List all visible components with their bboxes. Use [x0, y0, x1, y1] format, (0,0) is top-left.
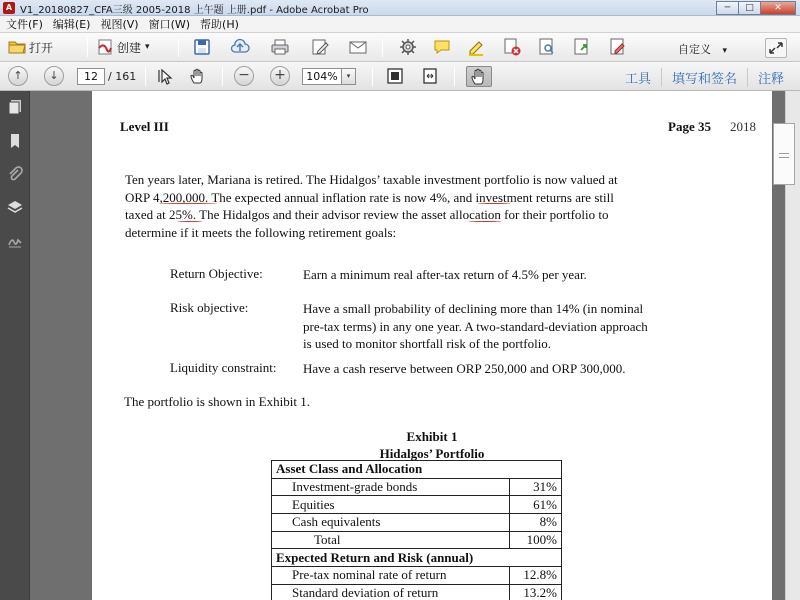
next-page-button[interactable]: ↓: [44, 66, 64, 86]
table-row: [272, 496, 562, 514]
fit-width-icon[interactable]: [420, 66, 440, 86]
review-page-icon[interactable]: [537, 37, 557, 57]
table-row: [272, 531, 562, 549]
fill-sign-link[interactable]: 填写和签名: [661, 68, 747, 87]
table-section-row: [272, 461, 562, 479]
page-header-number: Page 35: [668, 119, 711, 134]
page-header-level: Level III: [120, 119, 169, 134]
main-toolbar: [0, 33, 800, 62]
toolbar-separator: [145, 67, 146, 86]
attachments-icon[interactable]: [7, 166, 23, 182]
annotation-mark: [477, 201, 511, 204]
open-label: 打开: [29, 40, 54, 55]
menu-window[interactable]: 窗口(W): [148, 18, 191, 31]
signatures-icon[interactable]: [7, 233, 23, 249]
comment-icon[interactable]: [432, 37, 452, 57]
open-button[interactable]: [8, 36, 53, 58]
menu-edit[interactable]: 编辑(E): [52, 18, 91, 31]
portfolio-table: [271, 460, 562, 600]
toolbar-separator: [382, 38, 383, 57]
zoom-level-input[interactable]: 104%: [302, 68, 342, 85]
create-pdf-icon: [96, 39, 114, 55]
task-pane-links: [615, 67, 794, 87]
pdf-page: [92, 91, 772, 600]
navigation-pane: [0, 91, 30, 600]
text-line: determine if it meets the following retirement goals:: [125, 224, 397, 240]
tools-link[interactable]: 工具: [624, 71, 651, 87]
menu-view[interactable]: 视图(V): [100, 18, 139, 31]
full-screen-button[interactable]: [765, 38, 787, 58]
table-cell-label: Investment-grade bonds: [272, 478, 510, 496]
table-section-header: Asset Class and Allocation: [272, 461, 562, 479]
table-cell-value: 12.8%: [510, 567, 562, 585]
email-icon[interactable]: [348, 37, 368, 57]
create-label: 创建: [117, 40, 142, 55]
select-cursor-icon[interactable]: [156, 66, 176, 86]
comment-link[interactable]: 注释: [747, 68, 794, 87]
layers-icon[interactable]: [7, 199, 23, 215]
table-cell-value: 8%: [510, 514, 562, 532]
scrollbar-thumb[interactable]: [773, 123, 795, 185]
table-cell-value: 100%: [510, 531, 562, 549]
text-line: Ten years later, Mariana is retired. The Hidalgos’ taxable investment portfolio is now valued at: [125, 172, 618, 187]
table-cell-label: Pre-tax nominal rate of return: [272, 567, 510, 585]
create-dropdown-arrow[interactable]: ▾: [145, 42, 150, 52]
page-header-year: 2018: [730, 119, 756, 134]
customize-menu[interactable]: [678, 41, 727, 57]
window-controls: [716, 1, 796, 15]
touch-mode-button[interactable]: [466, 66, 492, 87]
toolbar-separator: [222, 67, 223, 86]
annotation-mark: [158, 201, 218, 204]
title-bar: [0, 0, 800, 16]
text-line: ORP 4,200,000. The expected annual inflation rate is now 4%, and investment returns are still: [125, 189, 614, 205]
toolbar-separator: [372, 67, 373, 86]
exhibit-reference-text: The portfolio is shown in Exhibit 1.: [124, 394, 310, 409]
menu-bar: [0, 16, 800, 33]
annotation-mark: [468, 219, 502, 222]
intro-paragraph: [125, 171, 715, 241]
document-view[interactable]: [30, 91, 785, 600]
expand-icon: [766, 39, 786, 57]
toolbar-separator: [454, 67, 455, 86]
goal-text-return: [303, 266, 723, 284]
menu-help[interactable]: 帮助(H): [200, 18, 239, 31]
customize-dropdown-arrow: ▾: [722, 46, 728, 56]
goal-label-risk: Risk objective:: [170, 300, 249, 315]
zoom-out-button[interactable]: −: [234, 66, 254, 86]
text-line: taxed at 25%. The Hidalgos and their advisor review the asset allocation for their portfolio to: [125, 207, 609, 222]
table-cell-label: Total: [272, 531, 510, 549]
annotation-mark: [177, 219, 203, 222]
menu-file[interactable]: 文件(F): [6, 18, 43, 31]
highlight-icon[interactable]: [466, 37, 486, 57]
save-icon[interactable]: [192, 37, 212, 57]
fit-page-icon[interactable]: [385, 66, 405, 86]
maximize-button[interactable]: □: [738, 1, 760, 15]
goal-label-return: Return Objective:: [170, 266, 263, 281]
exhibit-title: Exhibit 1: [406, 429, 458, 444]
touch-hand-icon: [467, 67, 491, 86]
exhibit-subtitle: Hidalgos’ Portfolio: [379, 446, 485, 461]
bookmarks-icon[interactable]: [7, 133, 23, 149]
zoom-dropdown-arrow[interactable]: ▾: [342, 68, 356, 85]
delete-page-icon[interactable]: [502, 37, 522, 57]
table-row: [272, 514, 562, 532]
create-button[interactable]: [96, 36, 150, 58]
table-section-header: Expected Return and Risk (annual): [272, 549, 562, 567]
gear-icon[interactable]: [398, 37, 418, 57]
customize-label: 自定义: [678, 43, 711, 56]
folder-icon: [8, 39, 26, 55]
page-number-input[interactable]: 12: [77, 68, 105, 85]
page-thumbnails-icon[interactable]: [7, 99, 23, 115]
previous-page-button[interactable]: ↑: [8, 66, 28, 86]
navigation-toolbar: [0, 62, 800, 91]
toolbar-separator: [178, 38, 179, 57]
table-cell-label: Standard deviation of return: [272, 584, 510, 600]
goal-text-risk: [303, 300, 723, 353]
table-cell-label: Equities: [272, 496, 510, 514]
goal-text-liquidity: [303, 360, 723, 378]
text-line: Have a cash reserve between ORP 250,000 and ORP 300,000.: [303, 361, 626, 376]
print-icon[interactable]: [270, 37, 290, 57]
table-row: [272, 584, 562, 600]
close-button[interactable]: ✕: [760, 1, 796, 15]
minimize-button[interactable]: ─: [716, 1, 738, 15]
zoom-in-button[interactable]: +: [270, 66, 290, 86]
acrobat-app-icon[interactable]: A: [3, 2, 15, 14]
cloud-upload-icon[interactable]: [230, 37, 250, 57]
goal-label-liquidity: Liquidity constraint:: [170, 360, 277, 375]
text-line: Have a small probability of declining more than 14% (in nominal: [303, 301, 644, 316]
page-count: / 161: [108, 70, 137, 83]
table-cell-value: 31%: [510, 478, 562, 496]
hand-tool-icon[interactable]: [188, 66, 208, 86]
text-line: pre-tax terms) in any one year. A two-standard-deviation approach: [303, 318, 648, 334]
table-cell-value: 13.2%: [510, 584, 562, 600]
table-row: [272, 567, 562, 585]
text-line: is used to monitor shortfall risk of the portfolio.: [303, 336, 552, 351]
text-line: Earn a minimum real after-tax return of 4.5% per year.: [303, 267, 587, 282]
window-title: V1_20180827_CFA三级 2005-2018 上午题 上册.pdf - Adobe Acrobat Pro: [20, 5, 369, 16]
table-cell-label: Cash equivalents: [272, 514, 510, 532]
table-row: [272, 478, 562, 496]
sign-document-icon[interactable]: [608, 37, 628, 57]
table-cell-value: 61%: [510, 496, 562, 514]
export-page-icon[interactable]: [572, 37, 592, 57]
toolbar-separator: [87, 38, 88, 57]
edit-pdf-icon[interactable]: [310, 37, 330, 57]
table-section-row: [272, 549, 562, 567]
